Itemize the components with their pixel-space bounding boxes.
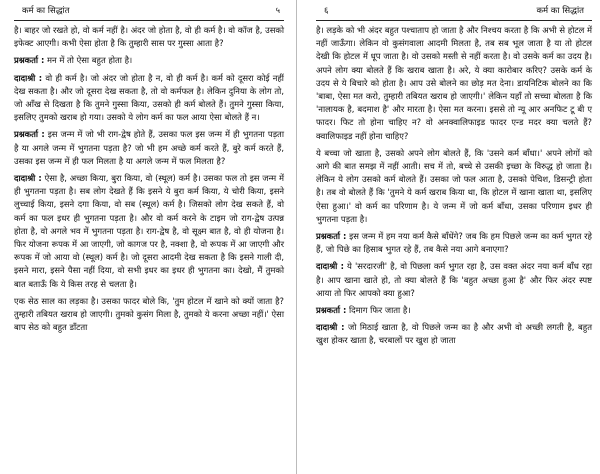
speaker-label: प्रश्नकर्ता : [316, 305, 347, 316]
running-title: कर्म का सिद्धांत [22, 6, 70, 16]
speaker-label: दादाश्री : [14, 72, 43, 83]
paragraph-text: है। लड़के को भी अंदर बहुत पश्चाताप हो जाता है और निश्चय करता है कि अभी से होटल में नहीं जाऊँगा। लेकिन वो कुसंगवाला आदमी मिलता है, तब सब भूल जाता है या तो होटल देखी कि होटल में धूप जाता है। वो उसको मस्ती से नहीं करता है। वो उसके कर्म का उदय है। अपने लोग क्या बोलते हैं कि खराब खाता है। अरे, ये क्या कारोबार करिए? उसके कर्म के उदय से ये बिचारे को होता है। आप उसे बोलने का छोड़ मत देना। डायनिटिक बोलने का कि 'बाबा, ऐसा मत करो, तुम्हारी तबियत खराब हो जाएगी।' लेकिन यहाँ तो सच्चा बोलता है कि 'नालायक है, बदमाश है' और मारता है। ऐसा मत करना। इससे तो न्यू आर अनफिट टू बी ए फादर। फिट तो होना चाहिए न? वो अनक्वालिफाइड फादर एन्ड मदर क्या चलते हैं? क्वालिफाइड नहीं होना चाहिए? [316, 25, 592, 141]
speaker-label: प्रश्नकर्ता : [14, 55, 45, 66]
paragraph-text: जो मिठाई खाता है, वो पिछले जन्म का है और अभी वो अच्छी लगती है, बहुत खुश होकर खाता है, चरबालों पर खुश हो जाता [316, 322, 592, 346]
paragraph [316, 24, 592, 143]
paragraph-text: इस जन्म में जो भी राग-द्वेष होते हैं, उसका फल इस जन्म में ही भुगतना पड़ता है या अगले जन्म में भुगतना पड़ता है? जो भी हम अच्छे कर्म करते हैं, बुरे कर्म करते हैं, उसका इस जन्म में ही फल मिलता है या अगले जन्म में फल मिलता है? [14, 129, 285, 166]
right-page [302, 0, 600, 474]
header-rule [14, 20, 284, 21]
book-gutter [296, 0, 297, 474]
paragraph [14, 72, 284, 125]
page-body [316, 24, 592, 352]
paragraph [316, 147, 592, 226]
page-body [14, 24, 284, 338]
paragraph-text: दिमाग फिर जाता है। [349, 305, 411, 316]
speaker-label: दादाश्री : [316, 322, 345, 333]
speaker-label: दादाश्री : [316, 261, 344, 272]
paragraph-text: ये 'सरदारजी' है, वो पिछला कर्म भुगत रहा है, उस वक्त अंदर नया कर्म बाँध रहा है। आप खाना खाते हो, तो क्या बोलते हैं कि 'बहुत अच्छा हुआ है' और फिर अंदर स्पष्ट आया तो फिर आपको क्या हुआ? [316, 261, 592, 298]
paragraph [316, 260, 592, 300]
paragraph [316, 321, 592, 347]
paragraph [14, 128, 284, 168]
left-page [0, 0, 292, 474]
page-header [316, 5, 592, 17]
paragraph [14, 295, 284, 335]
page-number: ६ [324, 6, 329, 16]
header-rule [316, 20, 592, 21]
paragraph [316, 304, 592, 317]
speaker-label: प्रश्नकर्ता : [316, 231, 347, 242]
speaker-label: दादाश्री : [14, 173, 42, 184]
paragraph [316, 230, 592, 256]
paragraph [14, 24, 284, 50]
paragraph-text: ऐसा है, अच्छा किया, बुरा किया, वो (स्थूल) कर्म है। उसका फल तो इस जन्म में ही भुगतना पड़ता है। सब लोग देखते हैं कि इसने ये बुरा कर्म किया, ये चोरी किया, इसने लुच्चाई किया, इसने दगा किया, वो सब (स्थूल) कर्म है। जिसको लोग देख सकते हैं, वो कर्म का फल इधर ही भुगतना पड़ता है। और वो कर्म करने के टाइम जो राग-द्वेष उत्पन्न होता है, वो अगले भव में भुगतना पड़ता है। राग-द्वेष है, वो सूक्ष्म बात है, वो ही योजना है। फिर योजना रूपक में आ जाएगी, जो कागज पर है, नक्शा है, वो रूपक में आ जाएगी और रूपक में जो आया वो (स्थूल) कर्म है। जो दूसरा आदमी देख सकता है कि इसने गाली दी, इसने मारा, इसने पैसा नहीं दिया, वो सभी इधर का इधर ही भुगतना का। देखो, मैं तुमको बात बताऊँ कि ये किस तरह से चलता है। [14, 173, 284, 289]
speaker-label: प्रश्नकर्ता : [14, 129, 45, 140]
paragraph-text: है। बाहर जो रखते हो, वो कर्म नहीं है। अंदर जो होता है, वो ही कर्म है। वो कॉज है, उसको इफेक्ट आएगी। कभी ऐसा होता है कि तुम्हारी सास पर गुस्सा आता है? [14, 25, 284, 49]
paragraph-text: इस जन्म में हम नया कर्म कैसे बाँधेंगे? जब कि हम पिछले जन्म का कर्म भुगत रहे हैं, जो पिछे का हिसाब भुगत रहे हैं, तब कैसे नया आगे बनाएगा? [316, 231, 593, 255]
running-title: कर्म का सिद्धांत [536, 6, 584, 16]
paragraph-text: मन में तो ऐसा बहुत होता है। [47, 55, 133, 66]
page-number: ५ [275, 6, 280, 16]
paragraph [14, 172, 284, 291]
paragraph-text: वो ही कर्म है। जो अंदर जो होता है न, वो ही कर्म है। कर्म को दूसरा कोई नहीं देख सकता है। और जो दूसरा देख सकता है, तो वो कर्मफल है। लेकिन दुनिया के लोग तो, जो आँख से दिखता है कि तुमने गुस्सा किया, उसको ही कर्म बोलते हैं। तुमने गुस्सा किया, इसलिए तुमको खराब हो गया। उसको ये लोग कर्म का फल आया ऐसा बोलते हैं न। [14, 72, 284, 123]
paragraph-text: ये बच्चा जो खाता है, उसको अपने लोग बोलते हैं, कि 'उसने कर्म बाँधा।' अपने लोगों को आगे की बात समझ में नहीं आती। सच में तो, बच्चे से उसकी इच्छा के विरुद्ध हो जाता है। लेकिन ये लोग उसको कर्म बोलते हैं। उसका जो फल आता है, उसको पेचिश, डिसन्ट्री होता है। तब वो बोलते हैं कि 'तुमने ये कर्म खराब किया था, कि होटल में खाना खाता था, इसलिए ऐसा हुआ।' वो कर्म का परिणाम है। ये जन्म में जो कर्म बाँधा, उसका परिणाम इधर ही भुगतना पड़ता है। [316, 147, 592, 224]
paragraph-text: एक सेठ साल का लड़का है। उसका फादर बोले कि, 'तुम होटल में खाने को क्यों जाता है? तुम्हारी तबियत खराब हो जाएगी। तुमको कुसंग मिला है, तुमको ये करना अच्छा नहीं।' ऐसा बाप सेठ को बहुत डाँटता [14, 295, 284, 333]
paragraph [14, 54, 284, 67]
page-header [14, 5, 284, 17]
